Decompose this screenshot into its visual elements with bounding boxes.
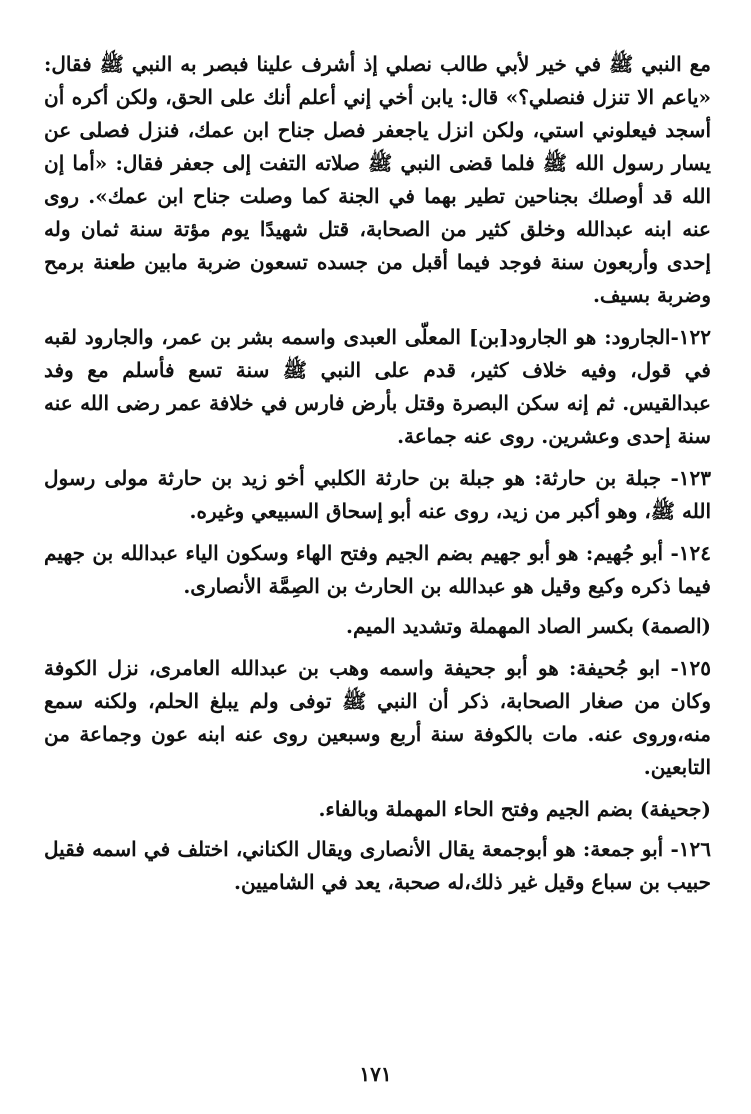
page-number: ١٧١	[359, 1062, 392, 1086]
document-body	[44, 48, 711, 908]
entry-123-jabala: ١٢٣- جبلة بن حارثة: هو جبلة بن حارثة الكلبي أخو زيد بن حارثة مولى رسول الله ﷺ، وهو أكبر من زيد، روى عنه أبو إسحاق السبيعي وغيره.	[44, 466, 711, 523]
note-al-simma: (الصمة) بكسر الصاد المهملة وتشديد الميم.	[346, 614, 711, 638]
entry-124-abu-juhaym: ١٢٤- أبو جُهيم: هو أبو جهيم بضم الجيم وفتح الهاء وسكون الياء عبدالله بن جهيم فيما ذكره وكيع وقيل هو عبدالله بن الحارث بن الصِمَّة الأنصارى.	[44, 541, 711, 598]
entry-122-jarud: ١٢٢-الجارود: هو الجارود[بن] المعلّى العبدى واسمه بشر بن عمر، والجارود لقبه في قول، وفيه خلاف كثير، قدم على النبي ﷺ سنة تسع فأسلم مع وفد عبدالقيس. ثم إنه سكن البصرة وقتل بأرض فارس في خلافة عمر رضى الله عنه سنة إحدى وعشرين. روى عنه جماعة.	[44, 325, 711, 448]
paragraph-jaafar-continued: مع النبي ﷺ في خير لأبي طالب نصلي إذ أشرف علينا فبصر به النبي ﷺ فقال: «ياعم الا تنزل فنصلي؟» قال: يابن أخي إني أعلم أنك على الحق، ولكن أكره أن أسجد فيعلوني استي، ولكن انزل ياجعفر فصل جناح ابن عمك، فنزل فصلى عن يسار رسول الله ﷺ فلما قضى النبي ﷺ صلاته التفت إلى جعفر فقال: «أما إن الله قد أوصلك بجناحين تطير بهما في الجنة كما وصلت جناح ابن عمك». روى عنه ابنه عبدالله وخلق كثير من الصحابة، قتل شهيدًا يوم مؤتة سنة ثمان وله إحدى وأربعون سنة فوجد فيما أقبل من جسده تسعون ضربة مابين طعنة برمح وضربة بسيف.	[44, 52, 711, 307]
note-juhayfa: (جحيفة) بضم الجيم وفتح الحاء المهملة وبالفاء.	[318, 797, 711, 821]
entry-126-abu-jumua: ١٢٦- أبو جمعة: هو أبوجمعة يقال الأنصارى ويقال الكناني، اختلف في اسمه فقيل حبيب بن سباع وقيل غير ذلك،له صحبة، يعد في الشاميين.	[44, 837, 711, 894]
entry-125-abu-juhayfa: ١٢٥- ابو جُحيفة: هو أبو جحيفة واسمه وهب بن عبدالله العامرى، نزل الكوفة وكان من صغار الصحابة، ذكر أن النبي ﷺ توفى ولم يبلغ الحلم، ولكنه سمع منه،وروى عنه. مات بالكوفة سنة أربع وسبعين روى عنه ابنه عون وجماعة من التابعين.	[44, 656, 711, 779]
